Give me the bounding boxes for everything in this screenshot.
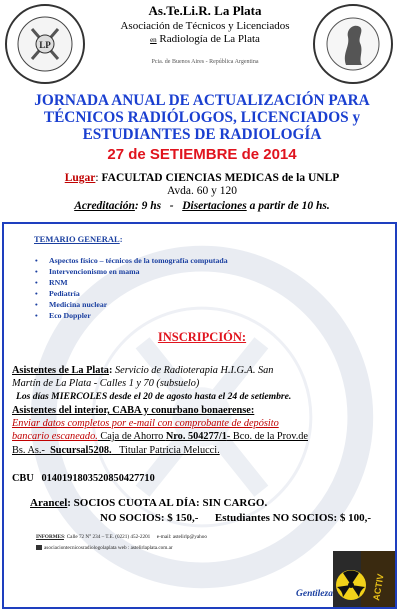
facebook-icon (36, 545, 42, 550)
arancel-label: Arancel (30, 497, 68, 509)
event-title-line1: JORNADA ANUAL DE ACTUALIZACIÓN PARA (34, 92, 370, 109)
event-title-line2: TÉCNICOS RADIÓLOGOS, LICENCIADOS y (43, 109, 361, 126)
venue-label: Lugar (64, 172, 96, 184)
bank-nro: Nro. 504277/1 (165, 431, 227, 442)
temario-item: • Intervencionismo en mama (35, 266, 335, 277)
acreditacion-label: Acreditación (74, 200, 135, 212)
bank-line1 (12, 431, 308, 443)
laplata-text3: Los días MIERCOLES desde el 20 de agosto hasta el 24 de setiembre. (16, 391, 292, 402)
venue-colon: : (95, 172, 102, 184)
temario-title (34, 234, 123, 244)
informes-line2: asociaciontecnicosradiologolaplata web : astelirlaplata.com.ar (44, 545, 173, 551)
temario-item: • Eco Doppler (35, 310, 335, 321)
temario-list (35, 255, 335, 321)
temario-item: • RNM (35, 277, 335, 288)
interior-label: Asistentes del interior, CABA y conurbano bonaerense: (12, 405, 255, 416)
temario-title-text: TEMARIO GENERAL (34, 234, 120, 244)
temario-item: • Aspectos físico – técnicos de la tomografía computada (35, 255, 335, 266)
bank-sucursal: Sucursal5208. (50, 445, 112, 456)
temario-item: • Medicina nuclear (35, 299, 335, 310)
org-acronym: As.Te.Li.R. La Plata (148, 3, 262, 18)
gentileza-label: Gentileza (296, 589, 333, 599)
laplata-text2: Martín de La Plata - Calles 1 y 70 (subsuelo) (12, 378, 200, 389)
event-schedule (8, 200, 396, 212)
email-note1: Enviar datos completos por e-mail con comprobante de depósito (12, 418, 279, 429)
email-note2: bancario escaneado. (12, 431, 98, 442)
bank-titular: Titular Patricia Melucci. (111, 445, 220, 456)
venue-value: FACULTAD CIENCIAS MEDICAS de la UNLP (101, 172, 340, 184)
arancel-line (30, 497, 267, 509)
svg-text:LP: LP (39, 40, 51, 50)
disertaciones-label: Disertaciones (182, 200, 247, 212)
bank-line2 (12, 445, 220, 457)
event-address: Avda. 60 y 120 (166, 185, 238, 197)
bank-text2: - Bco. de la Prov.de (226, 431, 309, 442)
bank-text1: Caja de Ahorro (97, 431, 166, 442)
temario-item: • Pediatría (35, 288, 335, 299)
laplata-text1: Servicio de Radioterapia H.I.G.A. San (114, 365, 274, 376)
laplata-label: Asistentes de La Plata (12, 365, 109, 376)
federation-seal-logo (312, 3, 394, 85)
informes-label: INFORMES (36, 534, 64, 540)
org-name (100, 20, 310, 47)
cbu-number: CBU 0140191803520850427710 (12, 473, 155, 484)
acreditacion-value: : 9 hs - (134, 200, 183, 212)
disertaciones-value: a partir de 10 hs. (246, 200, 330, 212)
event-title (8, 92, 396, 143)
org-location: Pcia. de Buenos Aires - República Argentina (151, 59, 259, 65)
event-date: 27 de SETIEMBRE de 2014 (107, 146, 297, 163)
association-seal-logo (4, 3, 86, 85)
inscripcion-title: INSCRIPCIÓN: (157, 330, 247, 344)
event-title-line3: ESTUDIANTES DE RADIOLOGÍA (82, 126, 322, 143)
org-name-line2: Radiología de La Plata (159, 33, 260, 45)
org-name-line2-wrap (100, 33, 310, 47)
informes-text: : Calle 72 N° 234 – T.E. (0221) 452-2201 e-mail: astelirlp@yahoo (63, 534, 207, 540)
informes-line (36, 534, 207, 540)
laplata-sep: : (108, 365, 115, 376)
temario-title-suffix: : (119, 234, 123, 244)
org-name-line2-prefix: en (150, 36, 157, 44)
radiation-badge-image (333, 551, 395, 607)
badge-text: ACTIV (371, 573, 386, 602)
event-venue (8, 171, 396, 185)
org-name-line1: Asociación de Técnicos y Licenciados (120, 20, 290, 32)
bank-text3: Bs. As.- (12, 445, 51, 456)
arancel-value: : SOCIOS CUOTA AL DÍA: SIN CARGO. (67, 497, 268, 509)
laplata-line1 (12, 365, 273, 377)
nosocios-fees: NO SOCIOS: $ 150,- Estudiantes NO SOCIOS: $ 100,- (100, 512, 372, 524)
